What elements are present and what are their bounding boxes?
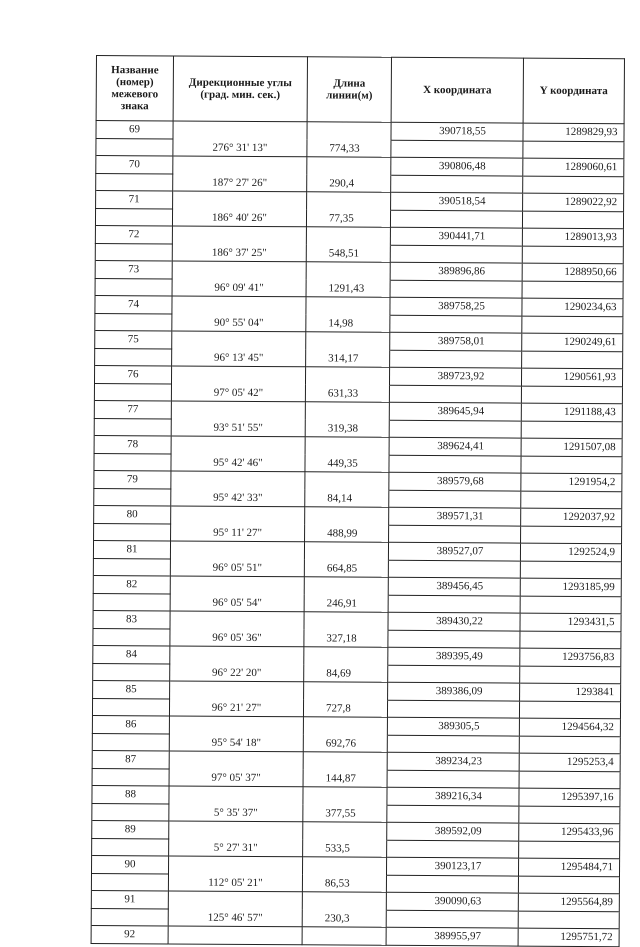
line-length: 449,35: [305, 454, 389, 472]
empty-cell: [304, 612, 388, 630]
empty-cell: [522, 351, 623, 369]
line-length: 1291,43: [306, 279, 390, 297]
marker-name: 84: [93, 645, 170, 663]
bearing-angle: 95° 42' 46": [171, 453, 305, 471]
empty-cell: [172, 296, 306, 314]
empty-cell: [387, 840, 519, 858]
empty-cell: [307, 122, 391, 140]
empty-cell: [389, 420, 521, 438]
empty-cell: [96, 138, 173, 156]
marker-name: 91: [91, 890, 168, 908]
line-length: 84,14: [305, 489, 389, 507]
empty-cell: [305, 367, 389, 385]
empty-cell: [390, 245, 522, 263]
x-coordinate: 389234,23: [387, 752, 519, 770]
empty-cell: [521, 491, 622, 509]
marker-name: 88: [92, 785, 169, 803]
y-coordinate: 1291507,08: [521, 438, 622, 456]
bearing-angle: 96° 21' 27": [169, 698, 303, 716]
y-coordinate: 1295253,4: [519, 753, 620, 771]
empty-cell: [303, 787, 387, 805]
empty-cell: [173, 121, 307, 139]
empty-cell: [94, 383, 171, 401]
empty-cell: [521, 526, 622, 544]
empty-cell: [389, 525, 521, 543]
empty-cell: [519, 771, 620, 789]
empty-cell: [171, 401, 305, 419]
empty-cell: [519, 841, 620, 859]
empty-cell: [170, 541, 304, 559]
empty-cell: [388, 595, 520, 613]
header-line-length: Длина линии(м): [307, 57, 391, 123]
y-coordinate: 1295397,16: [519, 788, 620, 806]
empty-cell: [306, 262, 390, 280]
marker-name: 70: [96, 156, 173, 174]
bearing-angle: 95° 54' 18": [169, 733, 303, 751]
empty-cell: [169, 786, 303, 804]
empty-cell: [390, 210, 522, 228]
marker-name: 69: [96, 121, 173, 139]
empty-cell: [94, 453, 171, 471]
y-coordinate: 1294564,32: [519, 718, 620, 736]
bearing-angle: 96° 05' 54": [170, 593, 304, 611]
empty-cell: [387, 770, 519, 788]
empty-cell: [303, 822, 387, 840]
empty-cell: [518, 876, 619, 894]
empty-cell: [170, 646, 304, 664]
marker-name: 92: [91, 925, 168, 943]
bearing-angle: 90° 55' 04": [172, 313, 306, 331]
empty-cell: [93, 558, 170, 576]
empty-cell: [172, 331, 306, 349]
empty-cell: [92, 803, 169, 821]
empty-cell: [521, 386, 622, 404]
empty-cell: [95, 313, 172, 331]
line-length: 84,69: [304, 664, 388, 682]
line-length: 144,87: [303, 769, 387, 787]
x-coordinate: 390441,71: [390, 227, 522, 245]
empty-cell: [523, 141, 624, 159]
empty-cell: [307, 192, 391, 210]
empty-cell: [303, 717, 387, 735]
empty-cell: [173, 191, 307, 209]
empty-cell: [391, 140, 523, 158]
bearing-angle: 96° 05' 36": [170, 628, 304, 646]
marker-name: 78: [94, 435, 171, 453]
x-coordinate: 390518,54: [391, 192, 523, 210]
bearing-angle: 93° 51' 55": [171, 418, 305, 436]
empty-cell: [390, 315, 522, 333]
marker-name: 73: [95, 260, 172, 278]
y-coordinate: 1295433,96: [519, 823, 620, 841]
x-coordinate: 389758,25: [390, 297, 522, 315]
empty-cell: [390, 350, 522, 368]
empty-cell: [518, 911, 619, 929]
empty-cell: [389, 385, 521, 403]
empty-cell: [169, 751, 303, 769]
y-coordinate: 1293756,83: [520, 648, 621, 666]
empty-cell: [305, 472, 389, 490]
empty-cell: [169, 716, 303, 734]
marker-name: 85: [93, 680, 170, 698]
bearing-angle: 5° 35' 37": [169, 803, 303, 821]
line-length: 664,85: [304, 559, 388, 577]
empty-cell: [92, 838, 169, 856]
empty-cell: [521, 456, 622, 474]
empty-cell: [169, 821, 303, 839]
y-coordinate: 1295751,72: [518, 928, 619, 946]
empty-cell: [168, 891, 302, 909]
x-coordinate: 389527,07: [388, 542, 520, 560]
empty-cell: [389, 490, 521, 508]
header-y-coordinate: Y координата: [523, 58, 624, 124]
empty-cell: [522, 281, 623, 299]
empty-cell: [391, 175, 523, 193]
x-coordinate: 389645,94: [389, 402, 521, 420]
empty-cell: [304, 577, 388, 595]
empty-cell: [305, 507, 389, 525]
x-coordinate: 389571,31: [389, 507, 521, 525]
marker-name: 82: [93, 575, 170, 593]
empty-cell: [520, 596, 621, 614]
empty-cell: [93, 593, 170, 611]
x-coordinate: 390123,17: [386, 857, 518, 875]
x-coordinate: 389579,68: [389, 472, 521, 490]
empty-cell: [386, 875, 518, 893]
empty-cell: [306, 332, 390, 350]
marker-name: 76: [94, 365, 171, 383]
empty-cell: [172, 226, 306, 244]
empty-cell: [92, 733, 169, 751]
empty-cell: [387, 805, 519, 823]
y-coordinate: 1290234,63: [522, 298, 623, 316]
bearing-angle: 96° 05' 51": [170, 558, 304, 576]
empty-cell: [523, 176, 624, 194]
line-length: 548,51: [306, 244, 390, 262]
line-length: 327,18: [304, 629, 388, 647]
empty-cell: [94, 523, 171, 541]
line-length: 488,99: [305, 524, 389, 542]
empty-cell: [387, 700, 519, 718]
x-coordinate: 389216,34: [387, 787, 519, 805]
bearing-angle: 96° 22' 20": [170, 663, 304, 681]
y-coordinate: 1291954,2: [521, 473, 622, 491]
y-coordinate: 1289022,92: [523, 193, 624, 211]
bearing-angle: 276° 31' 13": [173, 138, 307, 156]
x-coordinate: 390806,48: [391, 157, 523, 175]
bearing-angle: 97° 05' 37": [169, 768, 303, 786]
marker-name: 90: [92, 855, 169, 873]
empty-cell: [522, 246, 623, 264]
empty-cell: [92, 768, 169, 786]
y-coordinate: 1290561,93: [521, 368, 622, 386]
y-coordinate: 1290249,61: [522, 333, 623, 351]
empty-cell: [522, 316, 623, 334]
line-length: 631,33: [305, 384, 389, 402]
empty-cell: [91, 908, 168, 926]
empty-cell: [389, 455, 521, 473]
line-length: 14,98: [306, 314, 390, 332]
empty-cell: [388, 630, 520, 648]
empty-cell: [386, 910, 518, 928]
x-coordinate: 389723,92: [389, 367, 521, 385]
bearing-angle: 125° 46' 57": [168, 908, 302, 926]
bearing-angle: 97° 05' 42": [171, 383, 305, 401]
bearing-angle: 186° 40' 26": [172, 208, 306, 226]
y-coordinate: 1292037,92: [521, 508, 622, 526]
empty-cell: [305, 402, 389, 420]
empty-cell: [305, 437, 389, 455]
empty-cell: [171, 506, 305, 524]
bearing-angle: 186° 37' 25": [172, 243, 306, 261]
empty-cell: [520, 561, 621, 579]
empty-cell: [307, 157, 391, 175]
empty-cell: [388, 560, 520, 578]
y-coordinate: 1293841: [520, 683, 621, 701]
marker-name: 77: [94, 400, 171, 418]
bearing-angle: 112° 05' 21": [168, 873, 302, 891]
empty-cell: [95, 208, 172, 226]
empty-cell: [302, 857, 386, 875]
bearing-angle: 96° 09' 41": [172, 278, 306, 296]
bearing-angle: 187° 27' 26": [173, 173, 307, 191]
table-body: [91, 121, 624, 947]
line-length: 230,3: [302, 909, 386, 927]
empty-cell: [171, 366, 305, 384]
empty-cell: [170, 611, 304, 629]
x-coordinate: 389395,49: [388, 647, 520, 665]
empty-cell: [96, 173, 173, 191]
y-coordinate: 1289013,93: [522, 228, 623, 246]
empty-cell: [170, 576, 304, 594]
empty-cell: [95, 278, 172, 296]
empty-cell: [306, 297, 390, 315]
marker-name: 83: [93, 610, 170, 628]
line-length: 692,76: [303, 734, 387, 752]
empty-cell: [94, 418, 171, 436]
empty-cell: [93, 628, 170, 646]
empty-cell: [521, 421, 622, 439]
marker-name: 71: [96, 191, 173, 209]
empty-cell: [304, 647, 388, 665]
marker-name: 87: [92, 750, 169, 768]
x-coordinate: 389592,09: [387, 822, 519, 840]
line-length: 774,33: [307, 139, 391, 157]
line-length: 533,5: [303, 839, 387, 857]
x-coordinate: 389624,41: [389, 437, 521, 455]
empty-cell: [171, 471, 305, 489]
empty-cell: [95, 348, 172, 366]
empty-cell: [519, 806, 620, 824]
header-marker-name: Название (номер) межевого знака: [96, 56, 173, 121]
empty-cell: [91, 873, 168, 891]
bearing-angle: 96° 13' 45": [172, 348, 306, 366]
y-coordinate: 1295564,89: [518, 893, 619, 911]
bearing-angle: 95° 42' 33": [171, 488, 305, 506]
x-coordinate: 389955,97: [386, 927, 518, 945]
marker-name: 74: [95, 295, 172, 313]
empty-cell: [94, 488, 171, 506]
empty-cell: [522, 211, 623, 229]
y-coordinate: 1292524,9: [520, 543, 621, 561]
y-coordinate: 1289060,61: [523, 158, 624, 176]
empty-cell: [93, 663, 170, 681]
y-coordinate: 1291188,43: [521, 403, 622, 421]
x-coordinate: 389430,22: [388, 612, 520, 630]
boundary-coordinates-table: [91, 55, 625, 947]
empty-cell: [302, 927, 386, 945]
empty-cell: [95, 243, 172, 261]
empty-cell: [520, 666, 621, 684]
empty-cell: [302, 892, 386, 910]
header-bearing-angle: Дирекционные углы (град. мин. сек.): [173, 56, 307, 122]
marker-name: 80: [94, 505, 171, 523]
x-coordinate: 389456,45: [388, 577, 520, 595]
empty-cell: [304, 542, 388, 560]
empty-cell: [92, 698, 169, 716]
empty-cell: [169, 856, 303, 874]
y-coordinate: 1293431,5: [520, 613, 621, 631]
empty-cell: [520, 631, 621, 649]
empty-cell: [519, 736, 620, 754]
x-coordinate: 389896,86: [390, 262, 522, 280]
empty-cell: [519, 701, 620, 719]
y-coordinate: 1295484,71: [518, 858, 619, 876]
y-coordinate: 1288950,66: [522, 263, 623, 281]
empty-cell: [303, 752, 387, 770]
marker-name: 75: [95, 330, 172, 348]
empty-cell: [306, 227, 390, 245]
line-length: 86,53: [302, 874, 386, 892]
x-coordinate: 389386,09: [388, 682, 520, 700]
line-length: 246,91: [304, 594, 388, 612]
bearing-angle: 5° 27' 31": [169, 838, 303, 856]
line-length: 727,8: [303, 699, 387, 717]
empty-cell: [172, 261, 306, 279]
marker-row: [91, 925, 619, 946]
line-length: 77,35: [306, 209, 390, 227]
marker-name: 72: [95, 225, 172, 243]
empty-cell: [387, 735, 519, 753]
empty-cell: [170, 681, 304, 699]
line-length: 314,17: [306, 349, 390, 367]
empty-cell: [390, 280, 522, 298]
x-coordinate: 390718,55: [391, 122, 523, 140]
empty-cell: [168, 926, 302, 944]
y-coordinate: 1289829,93: [523, 123, 624, 141]
x-coordinate: 389758,01: [390, 332, 522, 350]
x-coordinate: 390090,63: [386, 892, 518, 910]
line-length: 290,4: [307, 174, 391, 192]
bearing-angle: 95° 11' 27": [171, 523, 305, 541]
empty-cell: [171, 436, 305, 454]
table-header-row: [96, 56, 624, 124]
header-x-coordinate: X координата: [391, 57, 523, 123]
marker-name: 86: [92, 715, 169, 733]
x-coordinate: 389305,5: [387, 717, 519, 735]
line-length: 377,55: [303, 804, 387, 822]
empty-cell: [304, 682, 388, 700]
marker-name: 81: [93, 540, 170, 558]
line-length: 319,38: [305, 419, 389, 437]
marker-name: 79: [94, 470, 171, 488]
marker-name: 89: [92, 820, 169, 838]
empty-cell: [388, 665, 520, 683]
y-coordinate: 1293185,99: [520, 578, 621, 596]
empty-cell: [173, 156, 307, 174]
